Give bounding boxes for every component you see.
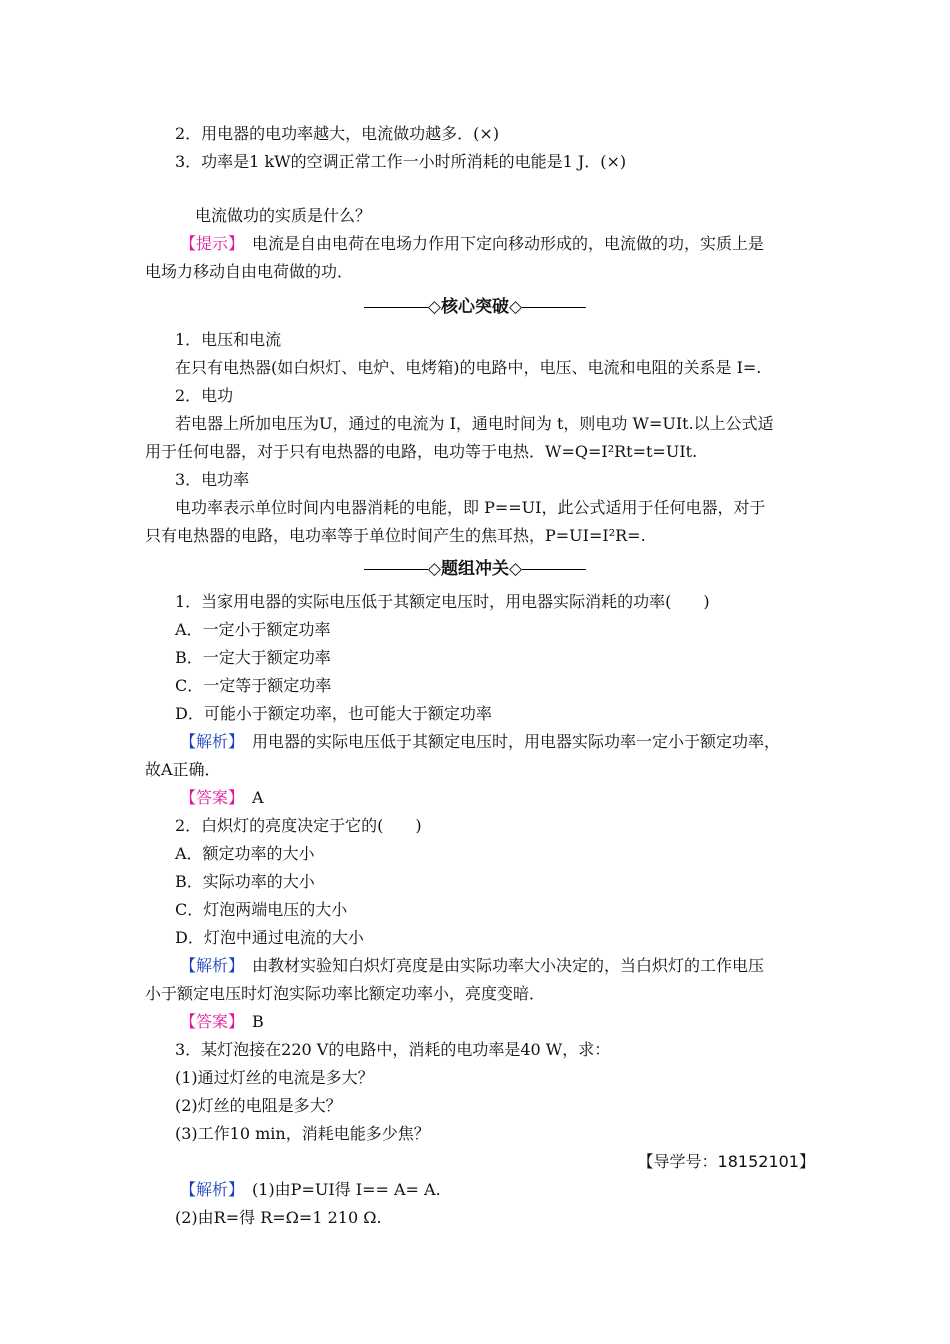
section-title: ◇核心突破◇: [427, 297, 523, 317]
answer-text: B: [236, 1012, 264, 1031]
point-1-title: 1．电压和电流: [175, 330, 282, 349]
q2-analysis-2: 小于额定电压时灯泡实际功率比额定功率小，亮度变暗．: [145, 984, 546, 1003]
thinking-question: 电流做功的实质是什么？: [195, 206, 372, 225]
point-2-title: 2．电功: [175, 386, 234, 405]
hint-line-1: [180, 234, 764, 254]
analysis-tag: 【解析】: [180, 956, 237, 975]
section-heading-exercises: [0, 559, 950, 579]
q2-option-d: D．灯泡中通过电流的大小: [175, 928, 364, 947]
analysis-text: 由教材实验知白炽灯亮度是由实际功率大小决定的，当白炽灯的工作电压: [236, 956, 765, 975]
divider: [522, 569, 586, 570]
judgement-2: 2．用电器的电功率越大，电流做功越多．(×): [175, 124, 500, 143]
point-3-title: 3．电功率: [175, 470, 250, 489]
divider: [364, 569, 428, 570]
q1-option-c: C．一定等于额定功率: [175, 676, 332, 695]
answer-text: A: [236, 788, 264, 807]
answer-tag: 【答案】: [180, 1012, 237, 1031]
q3-sub-2: (2)灯丝的电阻是多大？: [175, 1096, 342, 1115]
q2-stem: 2．白炽灯的亮度决定于它的( ): [175, 816, 422, 835]
q2-option-a: A．额定功率的大小: [175, 844, 315, 863]
q1-option-d: D．可能小于额定功率，也可能大于额定功率: [175, 704, 492, 723]
analysis-tag: 【解析】: [180, 732, 237, 751]
q1-analysis-2: 故A正确．: [145, 760, 221, 779]
q2-option-b: B．实际功率的大小: [175, 872, 315, 891]
guide-number: 【导学号：18152101】: [637, 1152, 815, 1171]
point-2-text-2: 用于任何电器，对于只有电热器的电路，电功等于电热．W=Q=I²Rt=t=UIt.: [145, 442, 698, 461]
q2-option-c: C．灯泡两端电压的大小: [175, 900, 348, 919]
analysis-text: (1)由P=UI得 I== A= A.: [236, 1180, 441, 1199]
q2-analysis-1: [180, 956, 764, 976]
point-2-text-1: 若电器上所加电压为U，通过的电流为 I，通电时间为 t，则电功 W=UIt.以上公式适: [175, 414, 774, 433]
divider: [522, 307, 586, 308]
q2-answer: [180, 1012, 264, 1032]
q3-sub-3: (3)工作10 min，消耗电能多少焦？: [175, 1124, 430, 1143]
hint-text-1: 电流是自由电荷在电场力作用下定向移动形成的，电流做的功，实质上是: [236, 234, 765, 253]
q3-stem: 3．某灯泡接在220 V的电路中，消耗的电功率是40 W，求：: [175, 1040, 611, 1059]
q3-analysis-1: [180, 1180, 441, 1200]
hint-line-2: 电场力移动自由电荷做的功．: [145, 262, 354, 281]
q1-option-b: B．一定大于额定功率: [175, 648, 331, 667]
answer-tag: 【答案】: [180, 788, 237, 807]
q1-option-a: A．一定小于额定功率: [175, 620, 331, 639]
judgement-3: 3．功率是1 kW的空调正常工作一小时所消耗的电能是1 J．(×): [175, 152, 627, 171]
q3-sub-1: (1)通过灯丝的电流是多大？: [175, 1068, 374, 1087]
section-heading-core: [0, 297, 950, 317]
analysis-text: 用电器的实际电压低于其额定电压时，用电器实际功率一定小于额定功率，: [236, 732, 781, 751]
point-3-text-2: 只有电热器的电路，电功率等于单位时间产生的焦耳热，P=UI=I²R=.: [145, 526, 646, 545]
q1-analysis-1: [180, 732, 780, 752]
section-title: ◇题组冲关◇: [427, 559, 523, 579]
q1-answer: [180, 788, 264, 808]
hint-tag: 【提示】: [180, 234, 237, 253]
analysis-tag: 【解析】: [180, 1180, 237, 1199]
q3-analysis-2: (2)由R=得 R=Ω=1 210 Ω.: [175, 1208, 382, 1227]
q1-stem: 1．当家用电器的实际电压低于其额定电压时，用电器实际消耗的功率( ): [175, 592, 710, 611]
divider: [364, 307, 428, 308]
point-1-text: 在只有电热器(如白炽灯、电炉、电烤箱)的电路中，电压、电流和电阻的关系是 I=.: [175, 358, 762, 377]
point-3-text-1: 电功率表示单位时间内电器消耗的电能，即 P==UI，此公式适用于任何电器，对于: [175, 498, 766, 517]
